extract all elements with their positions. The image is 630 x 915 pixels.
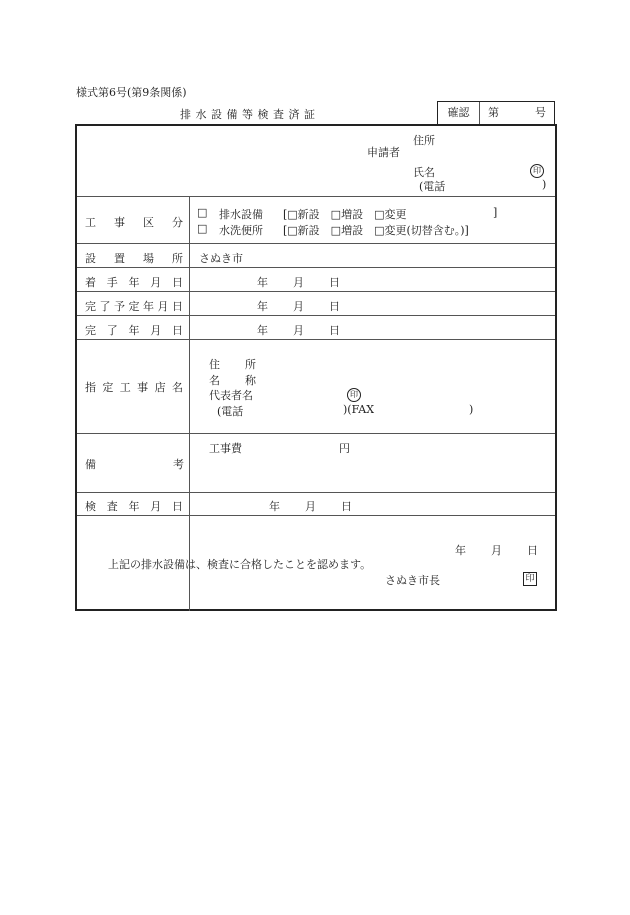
applicant-phone-open: (電話 xyxy=(419,180,446,193)
location-value[interactable]: さぬき市 xyxy=(199,252,243,265)
drainage-options[interactable]: [□新設 □増設 □変更 xyxy=(283,208,407,221)
contractor-fax-close: ) xyxy=(469,403,474,416)
confirm-label: 確認 xyxy=(438,102,480,124)
completion-date-day[interactable]: 日 xyxy=(329,324,340,337)
divider xyxy=(77,243,555,244)
applicant-phone-close: ) xyxy=(542,178,547,191)
completion-date-label: 完 了 年 月 日 xyxy=(85,324,183,337)
construction-cost-unit: 円 xyxy=(339,442,350,455)
label-column-divider xyxy=(189,196,190,611)
contractor-address-label-a: 住 xyxy=(209,358,220,371)
certification-year[interactable]: 年 xyxy=(455,544,466,557)
planned-date-year[interactable]: 年 xyxy=(257,300,268,313)
inspection-date-year[interactable]: 年 xyxy=(269,500,280,513)
planned-date-day[interactable]: 日 xyxy=(329,300,340,313)
issuer-name: さぬき市長 xyxy=(385,574,440,587)
construction-cost-label: 工事費 xyxy=(209,442,242,455)
planned-completion-date-label: 完 了 予 定 年 月 日 xyxy=(85,300,183,313)
number-suffix: 号 xyxy=(535,106,546,119)
location-label: 設 置 場 所 xyxy=(85,252,183,265)
divider xyxy=(77,515,555,516)
flush-toilet-label: 水洗便所 xyxy=(219,224,263,237)
planned-date-month[interactable]: 月 xyxy=(293,300,304,313)
issuer-seal-icon: 印 xyxy=(523,571,537,586)
divider xyxy=(77,267,555,268)
start-date-day[interactable]: 日 xyxy=(329,276,340,289)
completion-date-month[interactable]: 月 xyxy=(293,324,304,337)
contractor-name-label-b: 称 xyxy=(245,374,256,387)
divider xyxy=(77,492,555,493)
start-date-year[interactable]: 年 xyxy=(257,276,268,289)
applicant-name-label: 氏名 xyxy=(413,166,435,179)
applicant-seal-icon: 印 xyxy=(530,163,544,178)
construction-type-label: 工 事 区 分 xyxy=(85,216,183,229)
applicant-label: 申請者 xyxy=(367,146,400,159)
contractor-phone-open: (電話 xyxy=(217,405,244,418)
start-date-label: 着 手 年 月 日 xyxy=(85,276,183,289)
remarks-label-b: 考 xyxy=(173,458,184,471)
confirmation-box xyxy=(437,101,555,124)
checkbox-flush-toilet[interactable]: □ xyxy=(197,222,208,235)
representative-label: 代表者名 xyxy=(209,389,253,402)
drainage-options-close: ] xyxy=(493,206,498,219)
certification-day[interactable]: 日 xyxy=(527,544,538,557)
certification-month[interactable]: 月 xyxy=(491,544,502,557)
remarks-label-a: 備 xyxy=(85,458,96,471)
contractor-name-label-a: 名 xyxy=(209,374,220,387)
number-prefix[interactable]: 第 xyxy=(488,106,499,119)
inspection-date-day[interactable]: 日 xyxy=(341,500,352,513)
inspection-date-month[interactable]: 月 xyxy=(305,500,316,513)
contractor-seal-icon: 印 xyxy=(347,387,361,402)
inspection-date-label: 検 査 年 月 日 xyxy=(85,500,183,513)
divider xyxy=(77,433,555,434)
start-date-month[interactable]: 月 xyxy=(293,276,304,289)
certificate-table xyxy=(75,124,557,611)
document-title: 排水設備等検査済証 xyxy=(180,108,320,121)
divider xyxy=(77,339,555,340)
divider xyxy=(77,196,555,197)
form-number: 様式第6号(第9条関係) xyxy=(76,86,187,99)
contractor-label: 指 定 工 事 店 名 xyxy=(85,381,183,394)
certification-statement: 上記の排水設備は、検査に合格したことを認めます。 xyxy=(108,558,372,571)
checkbox-drainage[interactable]: □ xyxy=(197,206,208,219)
divider xyxy=(77,315,555,316)
completion-date-year[interactable]: 年 xyxy=(257,324,268,337)
contractor-fax-open: )(FAX xyxy=(343,403,375,416)
contractor-address-label-b: 所 xyxy=(245,358,256,371)
flush-toilet-options[interactable]: [□新設 □増設 □変更(切替含む。)] xyxy=(283,224,469,237)
divider xyxy=(77,291,555,292)
applicant-address-label: 住所 xyxy=(413,134,435,147)
drainage-facility-label: 排水設備 xyxy=(219,208,263,221)
